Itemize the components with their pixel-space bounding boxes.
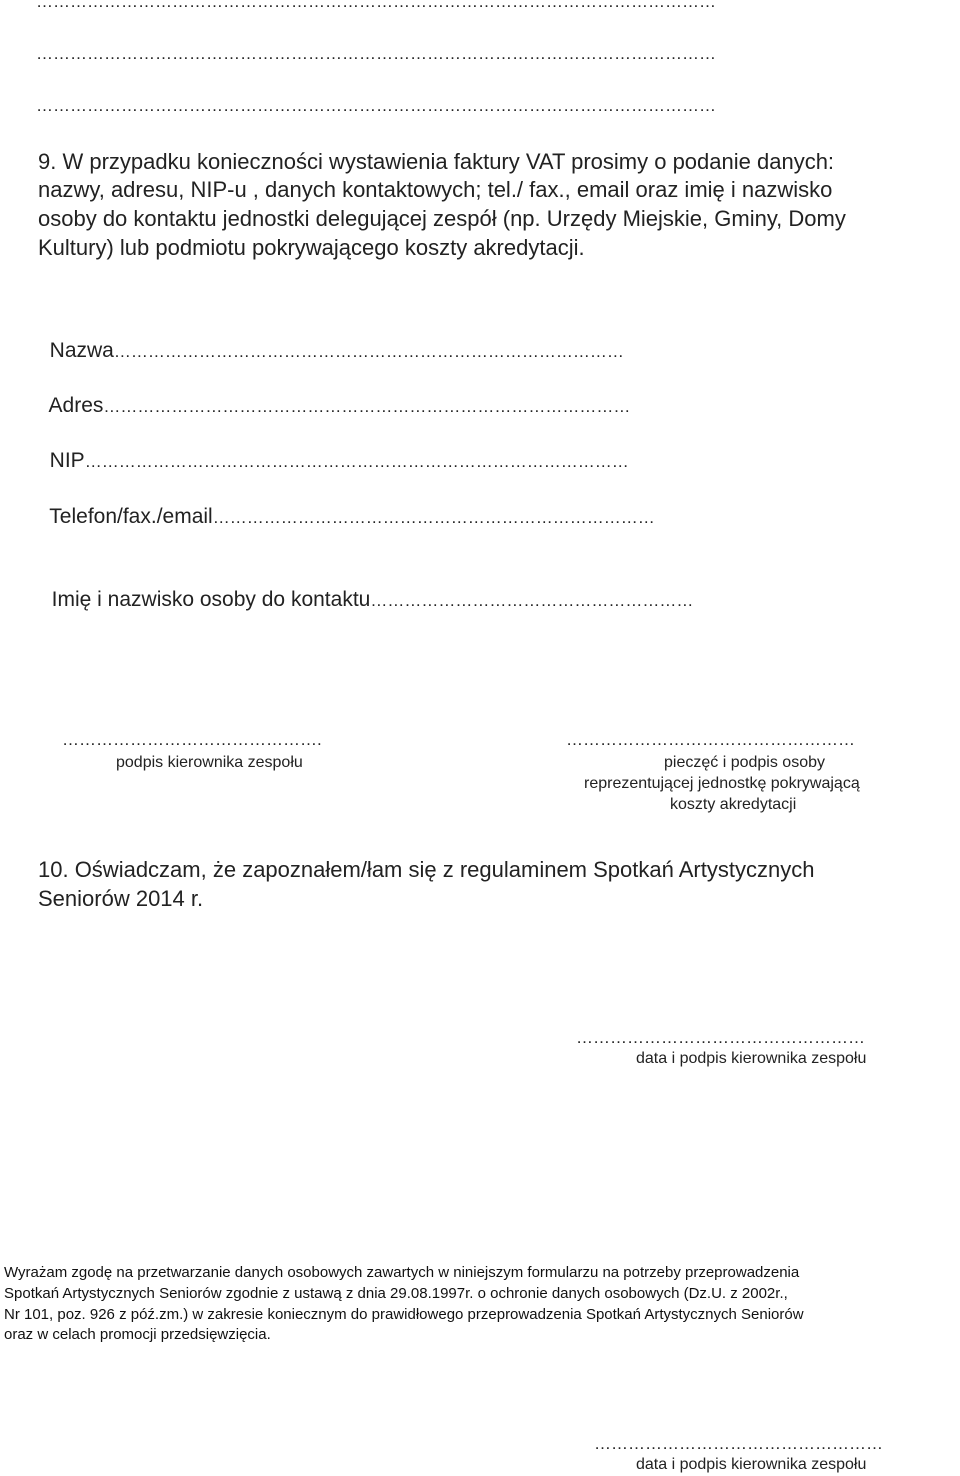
- bottom-date-signature-label: data i podpis kierownika zespołu: [636, 1456, 867, 1473]
- section-10-line-2: Seniorów 2014 r.: [38, 886, 204, 911]
- field-adres-dots: …………………………………………………………………………………: [103, 397, 631, 416]
- field-nip-label: NIP: [49, 449, 85, 472]
- payer-stamp-label-line-2: reprezentującej jednostkę pokrywającą: [584, 775, 860, 792]
- top-dotted-line-1: …………………………………………………………………………………………………………: [36, 0, 716, 11]
- team-leader-signature-line[interactable]: ……………………………………….: [62, 730, 322, 749]
- top-dotted-line-3: …………………………………………………………………………………………………………: [36, 96, 716, 115]
- payer-stamp-label-line-3: koszty akredytacji: [670, 796, 797, 813]
- section-9-line-2: nazwy, adresu, NIP-u , danych kontaktowych; tel./ fax., email oraz imię i nazwisko: [38, 177, 833, 202]
- field-nazwa-dots: ………………………………………………………………………………: [113, 342, 624, 361]
- payer-stamp-label-line-1: pieczęć i podpis osoby: [664, 754, 825, 771]
- field-telefon-dots: ……………………………………………………………………: [212, 508, 655, 527]
- consent-line-4: oraz w celach promocji przedsięwzięcia.: [4, 1326, 271, 1343]
- section-10-line-1: 10. Oświadczam, że zapoznałem/łam się z regulaminem Spotkań Artystycznych: [38, 857, 815, 882]
- section-9-line-4: Kultury) lub podmiotu pokrywającego koszty akredytacji.: [38, 235, 585, 260]
- field-contact-person-dots: …………………………………………………: [370, 591, 694, 610]
- field-adres-label: Adres: [48, 394, 104, 417]
- bottom-date-signature-line[interactable]: ……………………………………………: [594, 1434, 883, 1453]
- field-adres[interactable]: [38, 370, 630, 418]
- date-signature-label: data i podpis kierownika zespołu: [636, 1050, 867, 1067]
- field-contact-person-label: Imię i nazwisko osoby do kontaktu: [51, 588, 371, 611]
- date-signature-line[interactable]: ……………………………………………: [576, 1028, 865, 1047]
- field-nip[interactable]: [38, 425, 629, 473]
- field-nazwa[interactable]: [38, 315, 624, 363]
- section-9-line-1: 9. W przypadku konieczności wystawienia faktury VAT prosimy o podanie danych:: [38, 149, 835, 174]
- field-nazwa-label: Nazwa: [49, 339, 114, 362]
- field-telefon-label: Telefon/fax./email: [49, 505, 213, 528]
- top-dotted-line-2: …………………………………………………………………………………………………………: [36, 44, 716, 63]
- field-nip-dots: ……………………………………………………………………………………: [84, 452, 629, 471]
- section-9-line-3: osoby do kontaktu jednostki delegującej zespół (np. Urzędy Miejskie, Gminy, Domy: [38, 206, 846, 231]
- field-telefon-fax-email[interactable]: [38, 481, 655, 529]
- consent-line-2: Spotkań Artystycznych Seniorów zgodnie z ustawą z dnia 29.08.1997r. o ochronie danych osobowych (Dz.U. z 2002r.,: [4, 1285, 788, 1302]
- payer-stamp-signature-line[interactable]: ……………………………………………: [566, 730, 855, 749]
- team-leader-signature-label: podpis kierownika zespołu: [116, 754, 303, 771]
- consent-line-3: Nr 101, poz. 926 z póź.zm.) w zakresie koniecznym do prawidłowego przeprowadzenia Spotkań Artystycznych Seniorów: [4, 1306, 804, 1323]
- consent-line-1: Wyrażam zgodę na przetwarzanie danych osobowych zawartych w niniejszym formularzu na potrzeby przeprowadzenia: [4, 1264, 800, 1281]
- field-contact-person[interactable]: [40, 564, 693, 612]
